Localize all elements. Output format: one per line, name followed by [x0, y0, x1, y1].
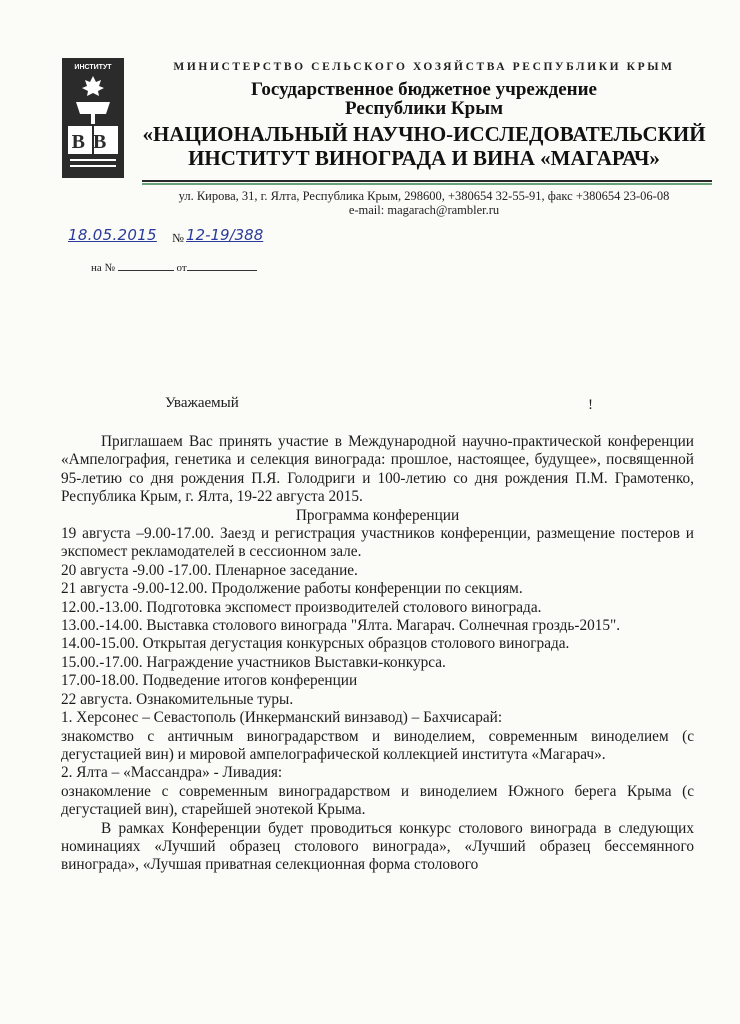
postal-address: ул. Кирова, 31, г. Ялта, Республика Крым, 298600, +380654 32-55-91, факс +380654 23-06-08 [178, 189, 670, 203]
header-rule-accent [142, 183, 712, 185]
org-line-3: «НАЦИОНАЛЬНЫЙ НАУЧНО-ИССЛЕДОВАТЕЛЬСКИЙ [142, 122, 706, 146]
outgoing-number: 12-19/388 [186, 226, 264, 244]
letter-body [61, 433, 694, 875]
in-reply-number-blank [118, 261, 174, 271]
program-item: 20 августа -9.00 -17.00. Пленарное заседание. [61, 561, 358, 579]
tour-2-description: ознакомление с современным виноградарством и виноделием Южного берега Крыма (с дегустацией вин), старейшей энотекой Крыма. [61, 782, 694, 819]
number-label: № [172, 231, 184, 245]
program-title: Программа конференции [295, 506, 460, 524]
tour-1-title: 1. Херсонес – Севастополь (Инкерманский винзавод) – Бахчисарай: [61, 709, 503, 727]
contest-paragraph: В рамках Конференции будет проводиться конкурс столового винограда в следующих номинациях «Лучший образец столового винограда», «Лучший образец бессемянного винограда», «Лучшая приватная селекционная форма столового [61, 819, 694, 874]
in-reply-number-label: на № [91, 262, 116, 274]
in-reply-line [91, 261, 257, 274]
program-item: 13.00.-14.00. Выставка столового винограда "Ялта. Магарач. Солнечная гроздь-2015". [61, 617, 621, 635]
org-line-2: Республики Крым [344, 98, 504, 119]
logo-letters: ВВ [71, 131, 115, 153]
institute-name [140, 122, 708, 170]
program-item: 17.00-18.00. Подведение итогов конференции [61, 672, 358, 690]
program-item: 12.00.-13.00. Подготовка экспомест производителей столового винограда. [61, 598, 542, 616]
intro-paragraph: Приглашаем Вас принять участие в Международной научно-практической конференции «Ампелография, генетика и селекция винограда: прошлое, настоящее, будущее», посвященной 95-летию со дня рождения П.Я. Голодриги и 100-летию со дня рождения П.М. Грамотенко, Республика Крым, г. Ялта, 19-22 августа 2015. [61, 433, 694, 506]
tour-1-description: знакомство с античным виноградарством и виноделием, современным виноделием (с дегустацией вин) и мировой ампелографической коллекцией института «Магарач». [61, 727, 694, 763]
ministry-name: МИНИСТЕРСТВО СЕЛЬСКОГО ХОЗЯЙСТВА РЕСПУБЛИКИ КРЫМ [173, 61, 675, 73]
program-item: 15.00.-17.00. Награждение участников Выставки-конкурса. [61, 653, 446, 671]
logo-text: ИНСТИТУТ [74, 64, 112, 71]
salutation: Уважаемый [165, 395, 239, 411]
organization-name [140, 80, 708, 118]
institute-logo [62, 58, 124, 178]
in-reply-date-label: от [176, 262, 187, 274]
address-block [140, 189, 708, 217]
program-item: 22 августа. Ознакомительные туры. [61, 690, 294, 708]
program-item: 19 августа –9.00-17.00. Заезд и регистрация участников конференции, размещение постеров и экспомест рекламодателей в сессионном зале. [61, 525, 694, 561]
org-line-4: ИНСТИТУТ ВИНОГРАДА И ВИНА «МАГАРАЧ» [188, 146, 660, 170]
org-line-1: Государственное бюджетное учреждение [251, 79, 597, 100]
salutation-exclamation: ! [588, 397, 593, 413]
outgoing-date: 18.05.2015 [68, 226, 157, 244]
in-reply-date-blank [187, 261, 257, 271]
program-item: 21 августа -9.00-12.00. Продолжение работы конференции по секциям. [61, 580, 523, 598]
header-rule [142, 180, 712, 182]
email-address: e-mail: magarach@rambler.ru [348, 203, 500, 217]
program-item: 14.00-15.00. Открытая дегустация конкурсных образцов столового винограда. [61, 635, 570, 653]
tour-2-title: 2. Ялта – «Массандра» - Ливадия: [61, 764, 283, 782]
